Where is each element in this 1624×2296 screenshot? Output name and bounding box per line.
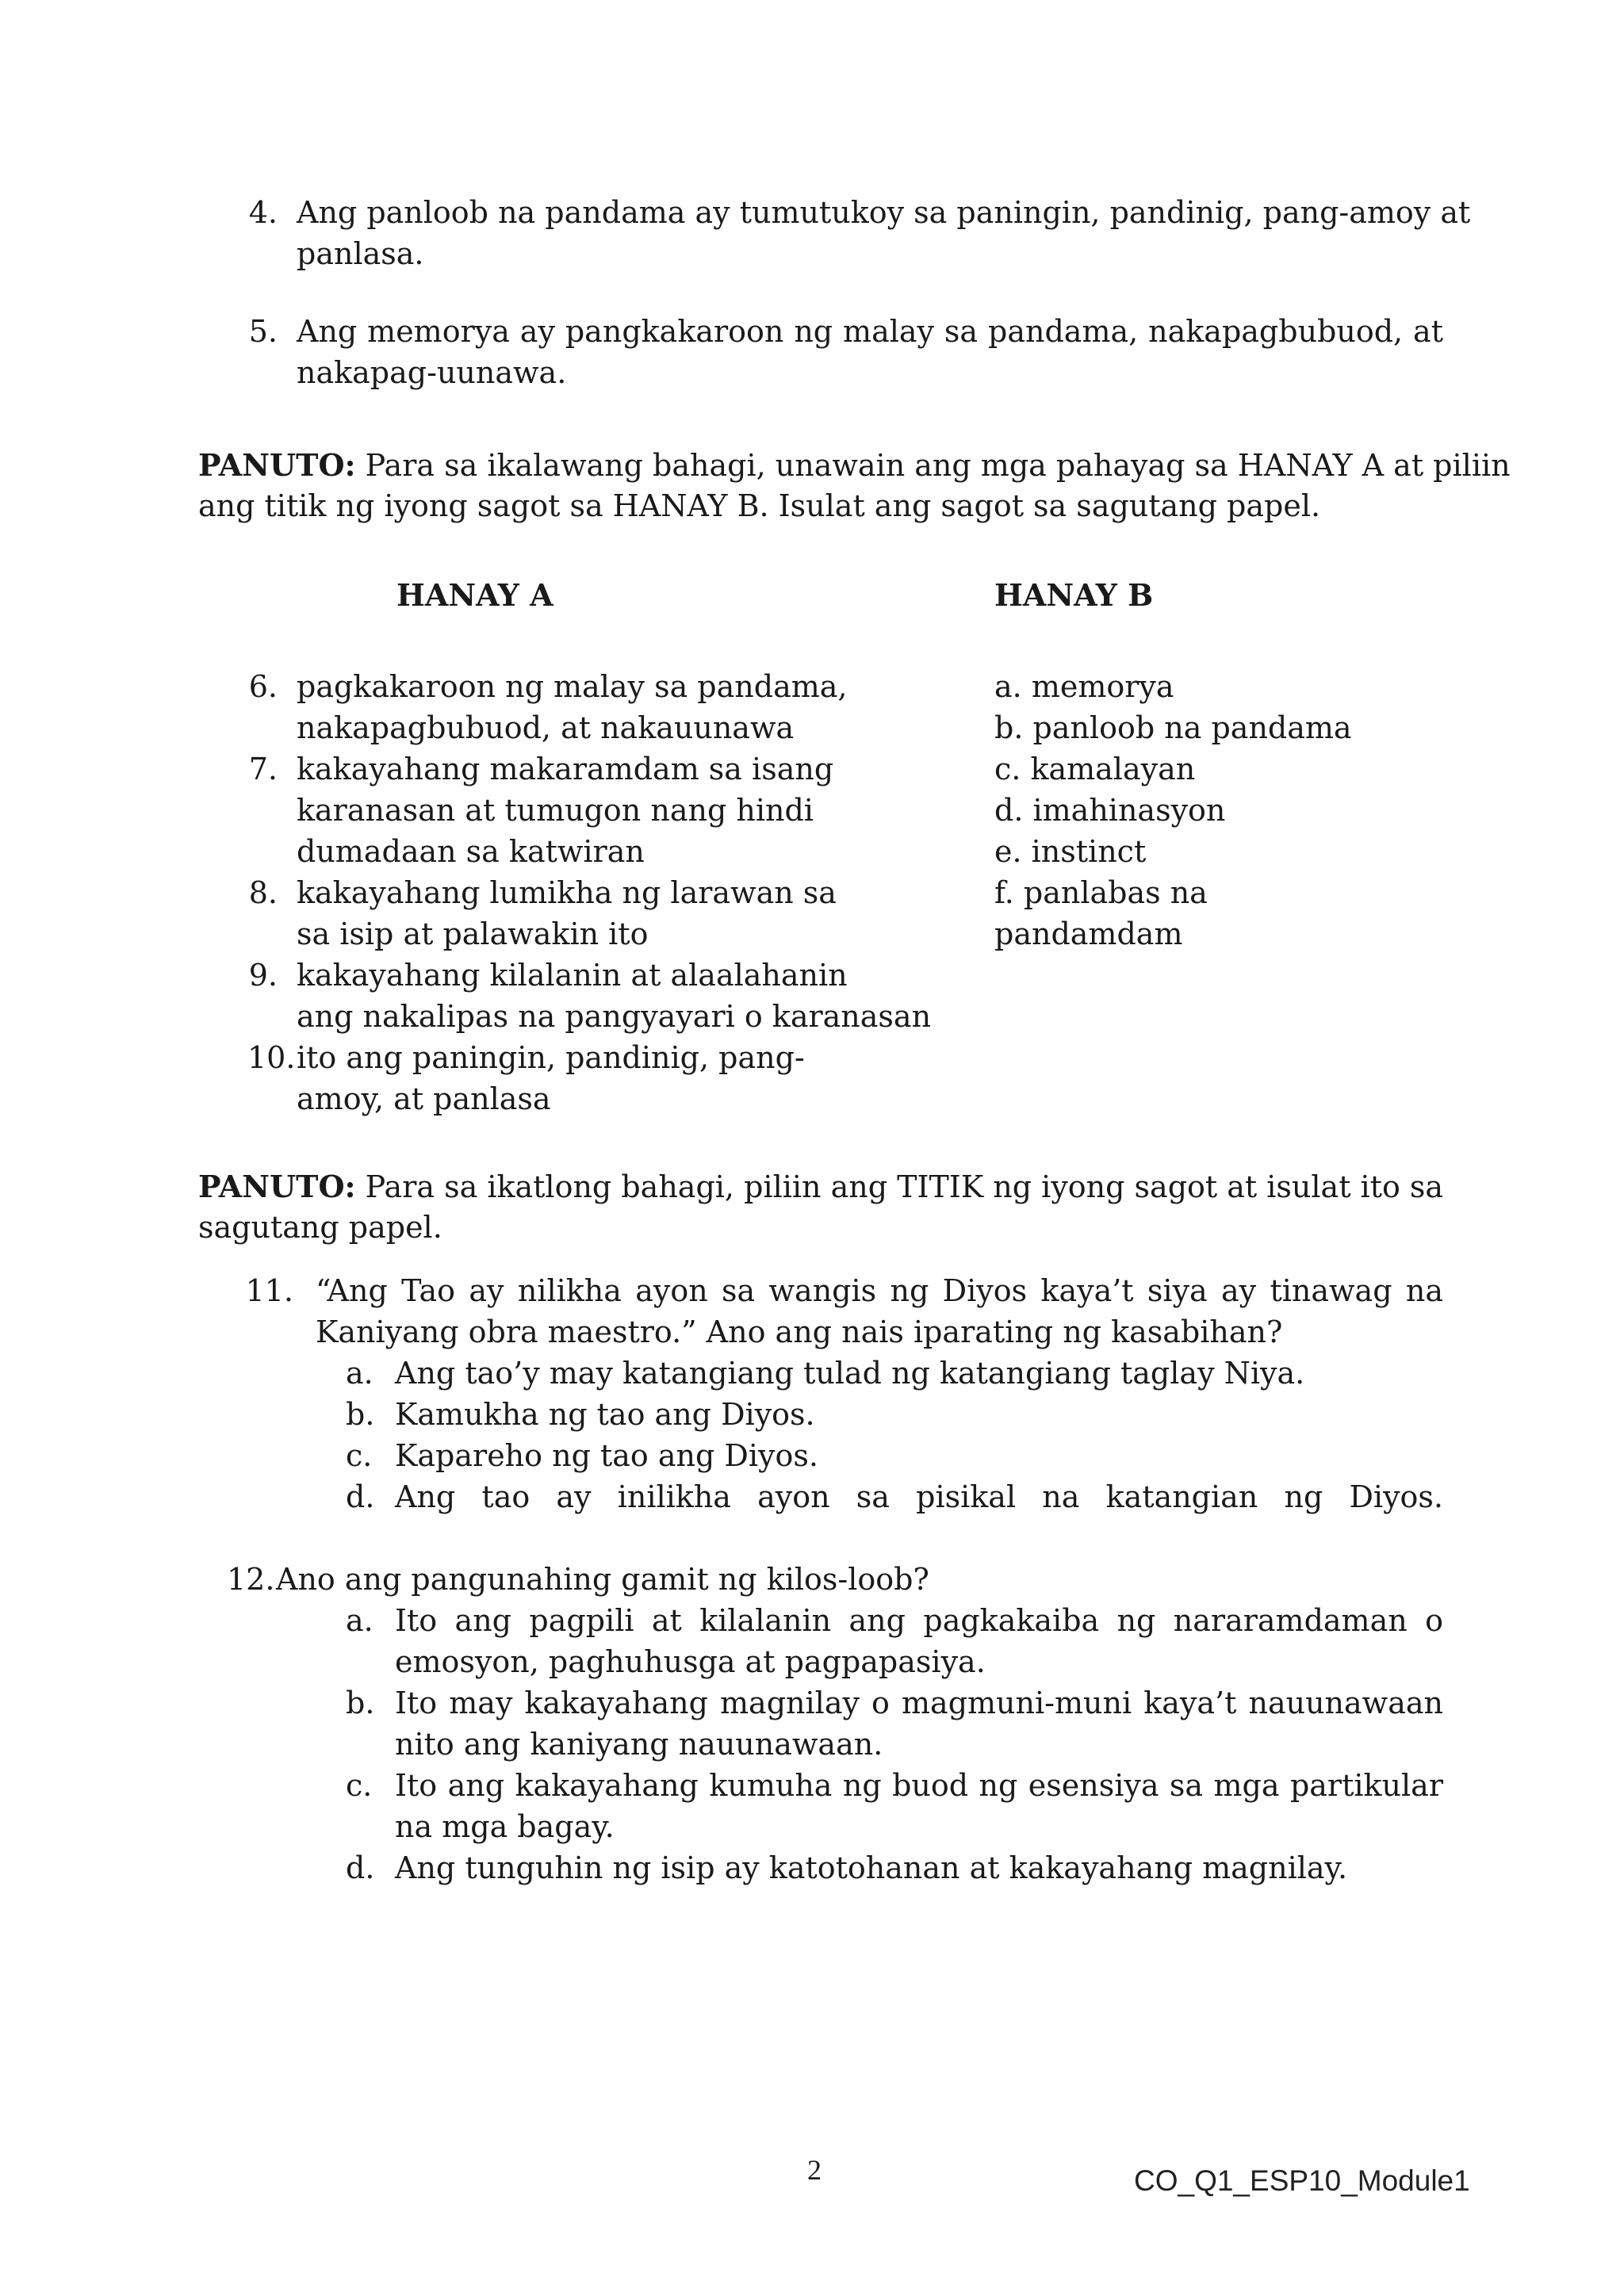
choice-b-line: d. imahinasyon: [994, 793, 1226, 828]
question-number: 11.: [245, 1273, 293, 1308]
column-b-header: HANAY B: [994, 577, 1154, 613]
item-text-line: ito ang paningin, pandinig, pang-: [297, 1040, 805, 1075]
choice-letter: b.: [346, 1686, 375, 1720]
item-text-line: pagkakaroon ng malay sa pandama,: [297, 669, 848, 704]
item-number: 9.: [248, 958, 278, 993]
choice-text-line: Kamukha ng tao ang Diyos.: [395, 1397, 815, 1432]
choice-text-line: Ang tao ay inilikha ayon sa pisikal na katangian ng Diyos.: [395, 1479, 1443, 1514]
choice-text-line: Kapareho ng tao ang Diyos.: [395, 1438, 818, 1473]
item-text-line: amoy, at panlasa: [297, 1081, 551, 1116]
choice-b-line: pandamdam: [994, 916, 1183, 951]
question-number: 12.: [227, 1562, 275, 1597]
column-a-header: HANAY A: [396, 577, 553, 613]
question-text-line: “Ang Tao ay nilikha ayon sa wangis ng Diyos kaya’t siya ay tinawag na: [316, 1273, 1443, 1308]
item-text-line: kakayahang lumikha ng larawan sa: [297, 875, 837, 910]
item-number: 5.: [248, 314, 278, 349]
item-text-line: nakapag-uunawa.: [297, 355, 567, 390]
item-text-line: dumadaan sa katwiran: [297, 834, 645, 869]
choice-text-line: Ang tunguhin ng isip ay katotohanan at kakayahang magnilay.: [395, 1850, 1348, 1885]
question-text-line: Kaniyang obra maestro.” Ano ang nais iparating ng kasabihan?: [316, 1314, 1283, 1349]
choice-b-line: e. instinct: [994, 834, 1147, 869]
choice-text-line: nito ang kaniyang nauunawaan.: [395, 1727, 883, 1762]
choice-text-line: Ito ang pagpili at kilalanin ang pagkakaiba ng nararamdaman o: [395, 1603, 1443, 1638]
item-text-line: sa isip at palawakin ito: [297, 916, 649, 951]
choice-letter: c.: [346, 1768, 373, 1803]
directions-label: PANUTO:: [198, 1169, 356, 1204]
choice-b-line: b. panloob na pandama: [994, 710, 1352, 745]
item-number: 8.: [248, 875, 278, 910]
directions-text: Para sa ikatlong bahagi, piliin ang TITIK ng iyong sagot at isulat ito sa: [365, 1169, 1444, 1204]
item-text-line: panlasa.: [297, 236, 424, 271]
directions-line: ang titik ng iyong sagot sa HANAY B. Isulat ang sagot sa sagutang papel.: [198, 488, 1321, 523]
directions-line: [198, 447, 1511, 483]
item-text-line: Ang panloob na pandama ay tumutukoy sa paningin, pandinig, pang-amoy at: [297, 195, 1471, 230]
page-number: 2: [807, 2154, 822, 2186]
item-number: 6.: [248, 669, 278, 704]
choice-letter: c.: [346, 1438, 373, 1473]
item-number: 10.: [247, 1040, 296, 1075]
item-text-line: kakayahang kilalanin at alaalahanin: [297, 958, 848, 993]
item-text-line: nakapagbubuod, at nakauunawa: [297, 710, 795, 745]
item-text-line: Ang memorya ay pangkakaroon ng malay sa pandama, nakapagbubuod, at: [297, 314, 1443, 349]
directions-line: [198, 1169, 1443, 1204]
directions-label: PANUTO:: [198, 447, 356, 483]
item-text-line: kakayahang makaramdam sa isang: [297, 752, 834, 786]
directions-text: Para sa ikalawang bahagi, unawain ang mga pahayag sa HANAY A at piliin: [365, 448, 1511, 483]
choice-letter: b.: [346, 1397, 375, 1432]
choice-b-line: c. kamalayan: [994, 752, 1196, 786]
choice-letter: d.: [346, 1850, 375, 1885]
item-text-line: ang nakalipas na pangyayari o karanasan: [297, 999, 932, 1034]
choice-text-line: emosyon, paghuhusga at pagpapasiya.: [395, 1644, 986, 1679]
choice-text-line: na mga bagay.: [395, 1809, 615, 1844]
item-number: 4.: [248, 195, 278, 230]
choice-text-line: Ang tao’y may katangiang tulad ng katangiang taglay Niya.: [395, 1356, 1305, 1391]
choice-text-line: Ito may kakayahang magnilay o magmuni-muni kaya’t nauunawaan: [395, 1686, 1443, 1720]
question-text-line: Ano ang pangunahing gamit ng kilos-loob?: [276, 1562, 929, 1597]
choice-letter: a.: [346, 1603, 373, 1638]
choice-b-line: a. memorya: [994, 669, 1174, 704]
choice-text-line: Ito ang kakayahang kumuha ng buod ng esensiya sa mga partikular: [395, 1768, 1443, 1803]
choice-letter: a.: [346, 1356, 373, 1391]
directions-line: sagutang papel.: [198, 1210, 442, 1245]
choice-letter: d.: [346, 1479, 375, 1514]
choice-b-line: f. panlabas na: [994, 875, 1208, 910]
item-number: 7.: [248, 752, 278, 786]
item-text-line: karanasan at tumugon nang hindi: [297, 793, 814, 828]
module-code: CO_Q1_ESP10_Module1: [1134, 2164, 1470, 2197]
